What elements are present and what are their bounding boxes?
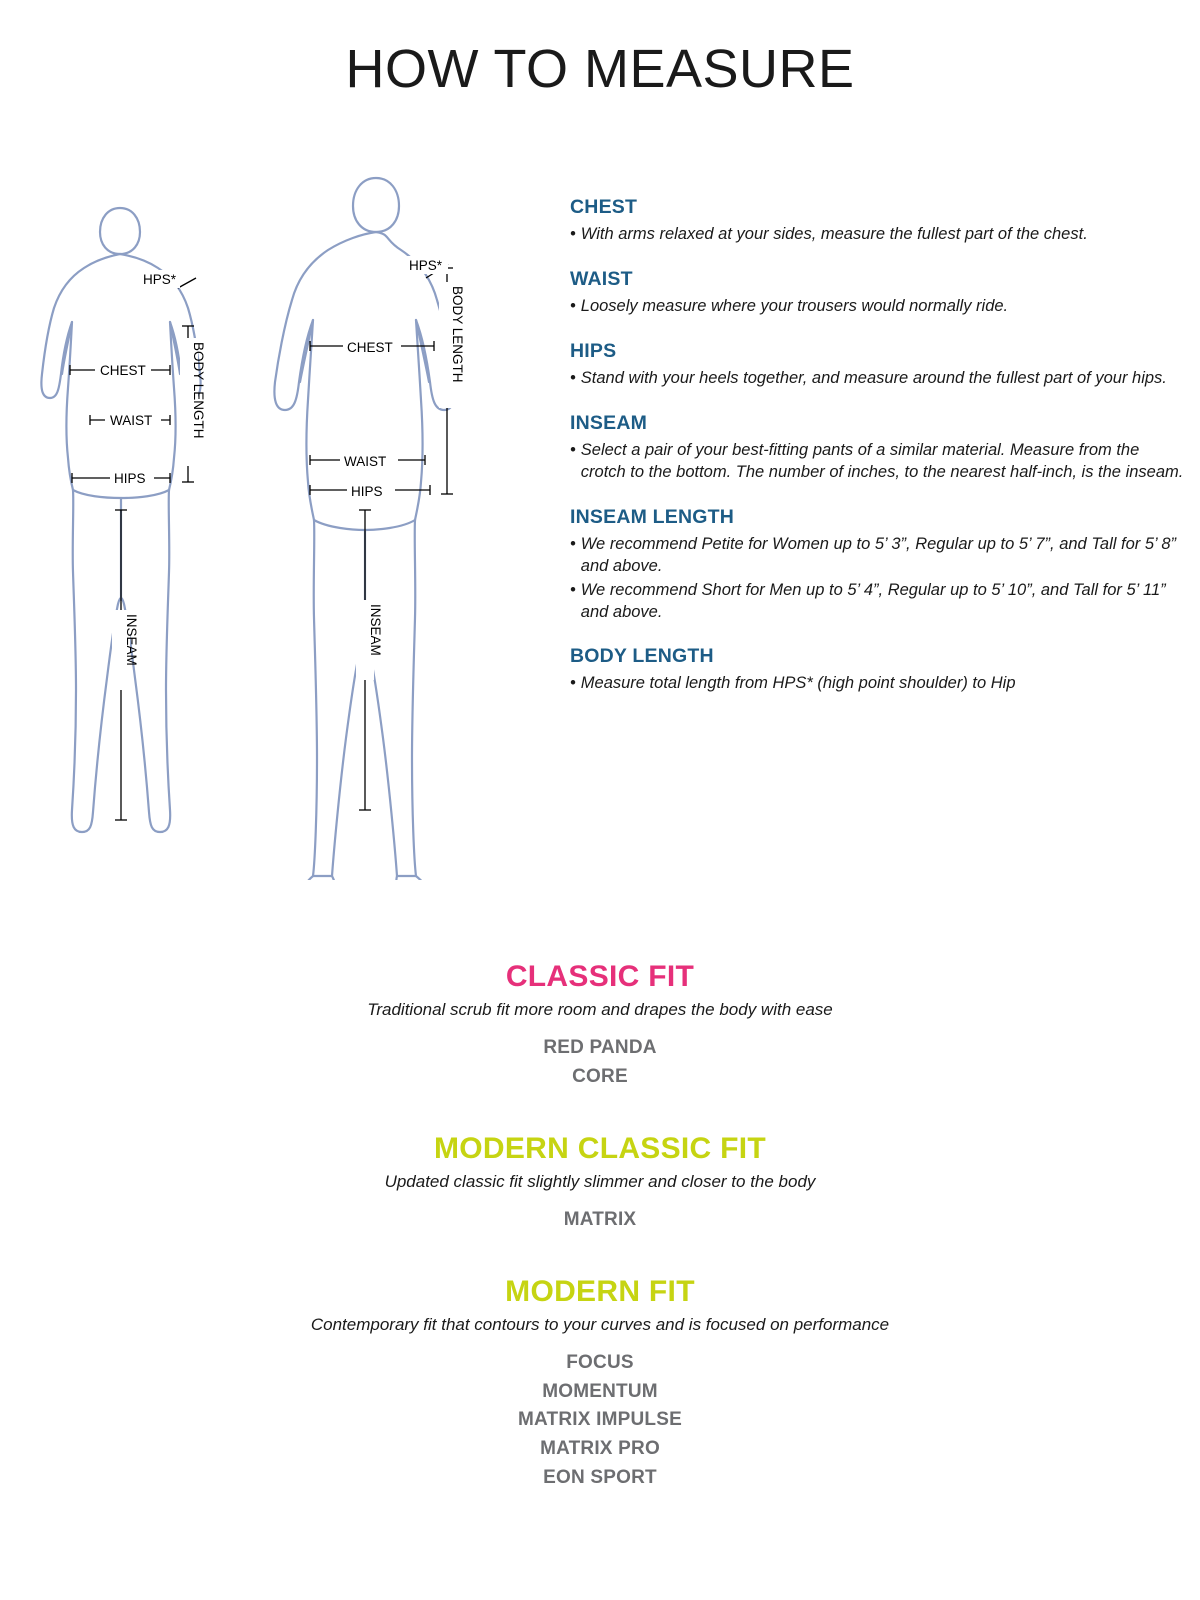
measurement-inseam bbox=[570, 412, 1185, 484]
measurement-chest-heading: CHEST bbox=[570, 196, 638, 218]
measurement-descriptions bbox=[570, 196, 1185, 717]
label-female-waist: WAIST bbox=[110, 413, 153, 428]
measurement-body-length-text: Measure total length from HPS* (high point shoulder) to Hip bbox=[580, 674, 1016, 693]
label-male-waist: WAIST bbox=[344, 454, 387, 469]
measurement-inseam-length-text-1: We recommend Petite for Women up to 5’ 3”, Regular up to 5’ 7”, and Tall for 5’ 8” and above. bbox=[580, 534, 1177, 575]
measurement-hips-line bbox=[570, 368, 1185, 390]
label-male-hps: HPS* bbox=[409, 258, 443, 273]
fit-modern-subtitle: Contemporary fit that contours to your curves and is focused on performance bbox=[310, 1314, 890, 1334]
measurement-body-length-heading: BODY LENGTH bbox=[570, 645, 714, 668]
fit-modern bbox=[0, 1275, 1200, 1493]
fit-classic bbox=[0, 960, 1200, 1092]
fit-modern-item: MATRIX PRO bbox=[540, 1438, 660, 1460]
label-male-inseam: INSEAM bbox=[368, 604, 383, 656]
bullet-icon: • bbox=[570, 674, 576, 693]
measurement-inseam-length bbox=[570, 506, 1185, 624]
measurement-waist bbox=[570, 268, 1185, 318]
bullet-icon: • bbox=[570, 534, 576, 553]
fit-modern-item: FOCUS bbox=[566, 1351, 634, 1373]
label-female-inseam: INSEAM bbox=[124, 614, 139, 666]
fit-modern-classic-subtitle: Updated classic fit slightly slimmer and closer to the body bbox=[384, 1171, 816, 1191]
bullet-icon: • bbox=[570, 440, 576, 459]
fit-modern-classic-title: MODERN CLASSIC FIT bbox=[433, 1131, 767, 1165]
fit-modern-title: MODERN FIT bbox=[505, 1274, 695, 1308]
measurement-inseam-length-text-2: We recommend Short for Men up to 5’ 4”, Regular up to 5’ 10”, and Tall for 5’ 11” and above. bbox=[580, 580, 1166, 621]
measurement-waist-text: Loosely measure where your trousers would normally ride. bbox=[580, 296, 1009, 315]
fit-classic-item: CORE bbox=[572, 1065, 628, 1087]
body-diagrams bbox=[10, 160, 540, 880]
female-measurement-labels bbox=[95, 270, 206, 690]
page-title: HOW TO MEASURE bbox=[345, 39, 855, 99]
measurement-inseam-length-line-1 bbox=[570, 534, 1185, 578]
measurement-inseam-length-line-2 bbox=[570, 580, 1185, 624]
fit-sections bbox=[0, 960, 1200, 1533]
measurement-inseam-line bbox=[570, 440, 1185, 484]
measurement-hips bbox=[570, 340, 1185, 390]
fit-classic-subtitle: Traditional scrub fit more room and drapes the body with ease bbox=[367, 1000, 833, 1019]
label-female-hps: HPS* bbox=[143, 272, 177, 287]
male-measurement-labels bbox=[340, 256, 465, 680]
bullet-icon: • bbox=[570, 580, 576, 599]
bullet-icon: • bbox=[570, 368, 576, 387]
measurement-waist-line bbox=[570, 296, 1185, 318]
bullet-icon: • bbox=[570, 225, 576, 243]
fit-modern-item: MOMENTUM bbox=[542, 1380, 658, 1402]
measurement-body-length-line bbox=[570, 673, 1185, 695]
measurement-figures-svg bbox=[10, 160, 540, 880]
fit-modern-classic bbox=[0, 1132, 1200, 1235]
measurement-body-length bbox=[570, 645, 1185, 695]
label-female-body-length: BODY LENGTH bbox=[191, 342, 206, 439]
measurement-inseam-text: Select a pair of your best-fitting pants of a similar material. Measure from the crotch to the bottom. The number of inches, to the nearest half-inch, is the inseam. bbox=[580, 440, 1184, 481]
measurement-waist-heading: WAIST bbox=[570, 267, 633, 290]
fit-modern-item: EON SPORT bbox=[543, 1467, 657, 1489]
fit-modern-classic-item: MATRIX bbox=[563, 1208, 637, 1230]
label-female-chest: CHEST bbox=[100, 363, 146, 378]
label-male-hips: HIPS bbox=[351, 484, 383, 499]
label-male-chest: CHEST bbox=[347, 340, 393, 355]
measurement-inseam-heading: INSEAM bbox=[570, 411, 648, 434]
fit-classic-item: RED PANDA bbox=[543, 1037, 657, 1058]
label-male-body-length: BODY LENGTH bbox=[450, 286, 465, 383]
measurement-inseam-length-heading: INSEAM LENGTH bbox=[570, 505, 735, 528]
bullet-icon: • bbox=[570, 296, 576, 315]
measurement-chest-text: With arms relaxed at your sides, measure the fullest part of the chest. bbox=[580, 225, 1088, 243]
fit-classic-title: CLASSIC FIT bbox=[505, 960, 695, 993]
label-female-hips: HIPS bbox=[114, 471, 146, 486]
measurement-chest-line bbox=[570, 224, 1185, 246]
fit-modern-item: MATRIX IMPULSE bbox=[518, 1409, 682, 1431]
measurement-hips-text: Stand with your heels together, and measure around the fullest part of your hips. bbox=[580, 368, 1167, 387]
measurement-hips-heading: HIPS bbox=[570, 339, 617, 362]
measurement-chest bbox=[570, 196, 1185, 246]
